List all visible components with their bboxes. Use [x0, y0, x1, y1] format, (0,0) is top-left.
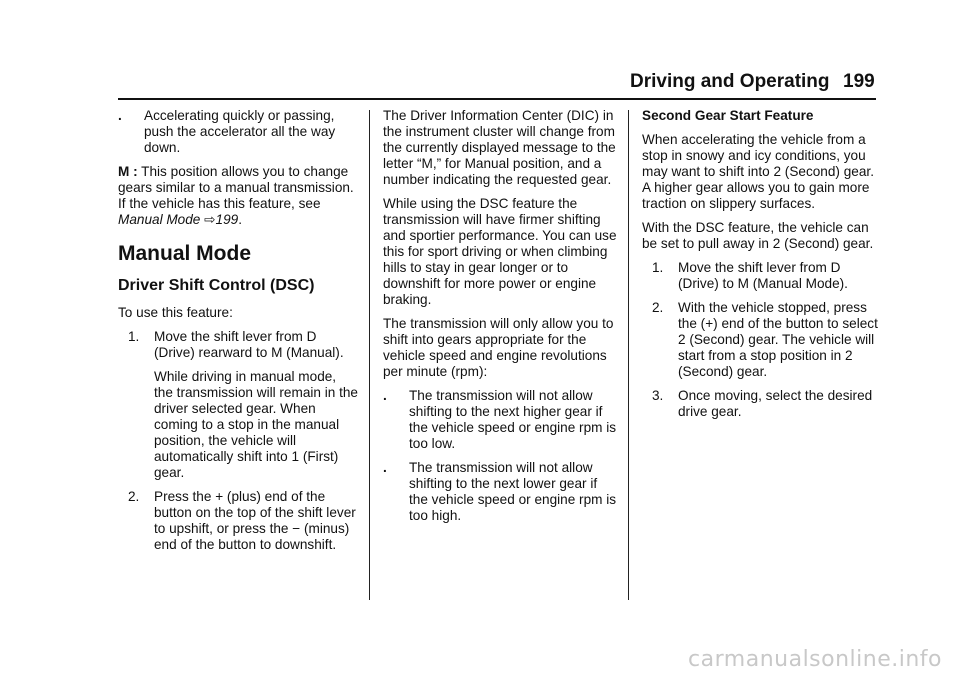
manual-mode-link[interactable]: Manual Mode — [118, 212, 201, 227]
step-note: While driving in manual mode, the transmission will remain in the driver selected gear. When coming to a stop in the manual position, the vehicle will automatically shift into 1 (First) gear. — [154, 369, 358, 480]
step-text: Press the + (plus) end of the button on the top of the shift lever to upshift, or press the − (minus) end of the button to downshift. — [154, 489, 356, 552]
period: . — [238, 212, 243, 227]
step-item — [652, 260, 880, 292]
heading-dsc: Driver Shift Control (DSC) — [118, 277, 315, 294]
step-item — [652, 388, 880, 420]
column-3 — [642, 108, 880, 428]
bullet-text: The transmission will not allow shifting to the next higher gear if the vehicle speed or engine rpm is too low. — [409, 388, 617, 451]
step-item — [128, 489, 358, 553]
header-rule — [118, 98, 876, 100]
bullet-text: The transmission will not allow shifting to the next lower gear if the vehicle speed or engine rpm is too high. — [409, 460, 617, 523]
m-position-paragraph — [118, 164, 358, 228]
column-2 — [383, 108, 619, 532]
bullet-mark: . — [383, 460, 387, 475]
column-1 — [118, 108, 358, 561]
step-text: Move the shift lever from D (Drive) rearward to M (Manual). — [154, 329, 344, 360]
intro-text: To use this feature: — [118, 305, 233, 320]
step-number: 1. — [652, 260, 664, 275]
paragraph: The Driver Information Center (DIC) in the instrument cluster will change from the currently displayed message to the letter “M,” for Manual position, and a number indicating the requested gear. — [383, 108, 616, 187]
xref-page[interactable]: 199 — [215, 212, 239, 227]
step-number: 2. — [652, 300, 664, 315]
xref-arrow-icon: ⇨ — [204, 212, 216, 227]
step-item — [652, 300, 880, 380]
bullet-text: Accelerating quickly or passing, push the accelerator all the way down. — [144, 108, 336, 155]
paragraph: The transmission will only allow you to shift into gears appropriate for the vehicle speed and engine revolutions per minute (rpm): — [383, 316, 614, 379]
step-text: With the vehicle stopped, press the (+) end of the button to select 2 (Second) gear. The vehicle will start from a stop position in 2 (Second) gear. — [678, 300, 878, 379]
section-title: Driving and Operating — [630, 71, 830, 92]
heading-second-gear: Second Gear Start Feature — [642, 108, 814, 123]
step-item — [128, 329, 358, 361]
watermark: carmanualsonline.info — [688, 647, 942, 672]
bullet-item — [383, 460, 619, 524]
paragraph: While using the DSC feature the transmission will have firmer shifting and sportier performance. You can use this for sport driving or when climbing hills to stay in gear longer or to downshift for more power or engine braking. — [383, 196, 617, 307]
step-number: 2. — [128, 489, 140, 504]
page-number: 199 — [843, 71, 875, 92]
column-divider — [369, 110, 370, 600]
column-divider — [628, 110, 629, 600]
m-text: This position allows you to change gears similar to a manual transmission. If the vehicle has this feature, see — [118, 164, 354, 211]
paragraph: With the DSC feature, the vehicle can be set to pull away in 2 (Second) gear. — [642, 220, 874, 251]
bullet-mark: . — [383, 388, 387, 403]
bullet-item — [118, 108, 358, 156]
step-text: Once moving, select the desired drive gear. — [678, 388, 873, 419]
m-label: M : — [118, 164, 138, 179]
heading-manual-mode: Manual Mode — [118, 242, 252, 265]
step-number: 3. — [652, 388, 664, 403]
paragraph: When accelerating the vehicle from a stop in snowy and icy conditions, you may want to shift into 2 (Second) gear. A higher gear allows you to gain more traction on slippery surfaces. — [642, 132, 874, 211]
step-text: Move the shift lever from D (Drive) to M (Manual Mode). — [678, 260, 848, 291]
bullet-mark: . — [118, 108, 122, 123]
bullet-item — [383, 388, 619, 452]
step-number: 1. — [128, 329, 140, 344]
